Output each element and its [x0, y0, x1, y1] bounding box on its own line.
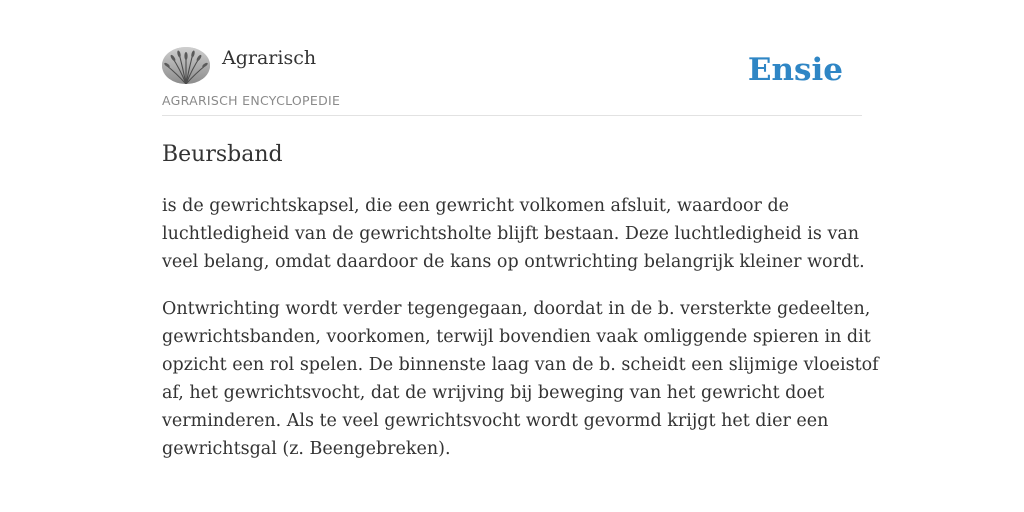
- source-subtitle: AGRARISCH ENCYCLOPEDIE: [162, 93, 341, 108]
- article-body: [162, 192, 879, 482]
- text-line: opzicht een rol spelen. De binnenste laag van de b. scheidt een slijmige vloeistof: [162, 355, 879, 375]
- brand-logo[interactable]: Ensie: [747, 52, 843, 88]
- source-header: [162, 40, 862, 116]
- text-line: gewrichtsgal (z. Beengebreken).: [162, 439, 451, 459]
- text-line: gewrichtsbanden, voorkomen, terwijl bovendien vaak omliggende spieren in dit: [162, 327, 871, 347]
- text-line: is de gewrichtskapsel, die een gewricht volkomen afsluit, waardoor de: [162, 196, 790, 216]
- text-line: veel belang, omdat daardoor de kans op ontwrichting belangrijk kleiner wordt.: [162, 252, 865, 272]
- article-title: Beursband: [162, 142, 283, 167]
- text-line: af, het gewrichtsvocht, dat de wrijving bij beweging van het gewricht doet: [162, 383, 825, 403]
- text-line: Ontwrichting wordt verder tegengegaan, doordat in de b. versterkte gedeelten,: [162, 299, 871, 319]
- wheat-image-icon: [162, 47, 210, 84]
- article-paragraph: [162, 295, 879, 463]
- text-line: verminderen. Als te veel gewrichtsvocht wordt gevormd krijgt het dier een: [162, 411, 829, 431]
- text-line: luchtledigheid van de gewrichtsholte blijft bestaan. Deze luchtledigheid is van: [162, 224, 860, 244]
- source-name[interactable]: Agrarisch: [222, 47, 317, 69]
- article-paragraph: [162, 192, 865, 276]
